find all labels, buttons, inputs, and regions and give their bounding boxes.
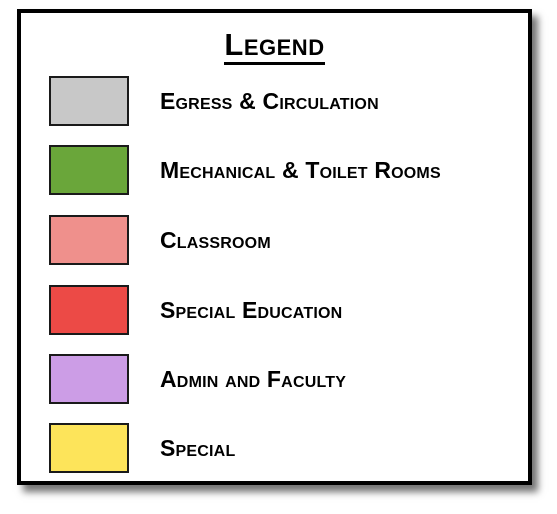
purple-swatch-icon [49,354,129,404]
legend-item-mechanical-toilet-rooms [49,145,529,195]
legend-item-admin-faculty [49,354,529,404]
legend-item-label: Admin and Faculty [160,366,347,392]
legend-item-egress-circulation [49,76,529,126]
red-swatch-icon [49,285,129,335]
legend-item-label: Special Education [160,297,343,323]
legend-item-classroom [49,215,529,265]
legend-item-label: Mechanical & Toilet Rooms [160,157,441,183]
pink-swatch-icon [49,215,129,265]
legend-panel [17,9,532,485]
green-swatch-icon [49,145,129,195]
legend-item-special [49,423,529,473]
yellow-swatch-icon [49,423,129,473]
legend-item-label: Classroom [160,227,271,253]
legend-item-label: Egress & Circulation [160,88,379,114]
legend-title: Legend [21,27,528,63]
legend-item-label: Special [160,435,236,461]
gray-swatch-icon [49,76,129,126]
legend-item-special-education [49,285,529,335]
